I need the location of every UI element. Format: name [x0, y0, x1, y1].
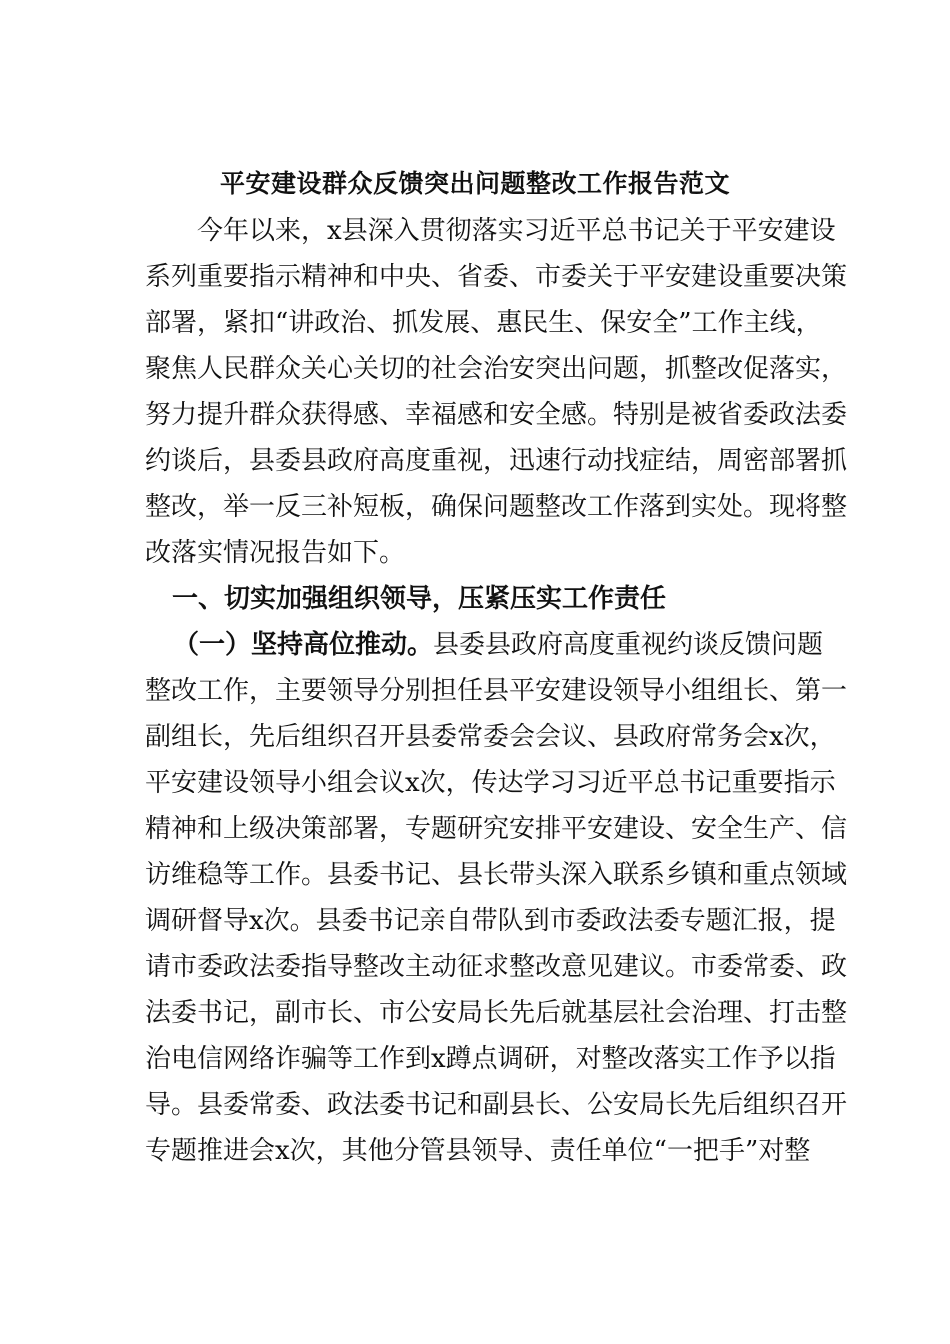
paragraph-line: 治电信网络诈骗等工作到x蹲点调研，对整改落实工作予以指	[145, 1044, 836, 1074]
document-title: 平安建设群众反馈突出问题整改工作报告范文	[219, 169, 730, 198]
paragraph-line: 系列重要指示精神和中央、省委、市委关于平安建设重要决策	[145, 262, 848, 292]
paragraph-line: 请市委政法委指导整改主动征求整改意见建议。市委常委、政	[145, 952, 848, 982]
paragraph-line: 副组长，先后组织召开县委常委会会议、县政府常务会x次，	[145, 722, 836, 752]
paragraph-line: 专题推进会x次，其他分管县领导、责任单位“一把手”对整	[145, 1136, 811, 1166]
paragraph-line: 精神和上级决策部署，专题研究安排平安建设、安全生产、信	[145, 814, 848, 844]
paragraph-line: 整改，举一反三补短板，确保问题整改工作落到实处。现将整	[145, 492, 848, 522]
paragraph-line: 部署，紧扣“讲政治、抓发展、惠民生、保安全”工作主线，	[145, 308, 822, 338]
paragraph-line: 改落实情况报告如下。	[145, 538, 406, 568]
subsection-first-line-text: 县委县政府高度重视约谈反馈问题	[433, 630, 824, 660]
paragraph-line: 今年以来，x县深入贯彻落实习近平总书记关于平安建设	[197, 216, 836, 246]
paragraph-line: 约谈后，县委县政府高度重视，迅速行动找症结，周密部署抓	[145, 446, 848, 476]
paragraph-line: 整改工作，主要领导分别担任县平安建设领导小组组长、第一	[145, 676, 848, 706]
paragraph-line: 努力提升群众获得感、幸福感和安全感。特别是被省委政法委	[145, 400, 848, 430]
paragraph-line: 导。县委常委、政法委书记和副县长、公安局长先后组织召开	[145, 1090, 848, 1120]
paragraph-line: 平安建设领导小组会议x次，传达学习习近平总书记重要指示	[145, 768, 836, 798]
subsection-lead: （一）坚持高位推动。	[173, 630, 434, 660]
paragraph-line: 调研督导x次。县委书记亲自带队到市委政法委专题汇报，提	[145, 906, 836, 936]
paragraph-line: 法委书记，副市长、市公安局长先后就基层社会治理、打击整	[145, 998, 848, 1028]
section-heading: 一、切实加强组织领导，压紧压实工作责任	[172, 584, 667, 614]
paragraph-line: 聚焦人民群众关心关切的社会治安突出问题，抓整改促落实，	[145, 354, 848, 384]
paragraph-line: 访维稳等工作。县委书记、县长带头深入联系乡镇和重点领域	[145, 860, 848, 890]
subsection-first-line	[173, 625, 824, 665]
